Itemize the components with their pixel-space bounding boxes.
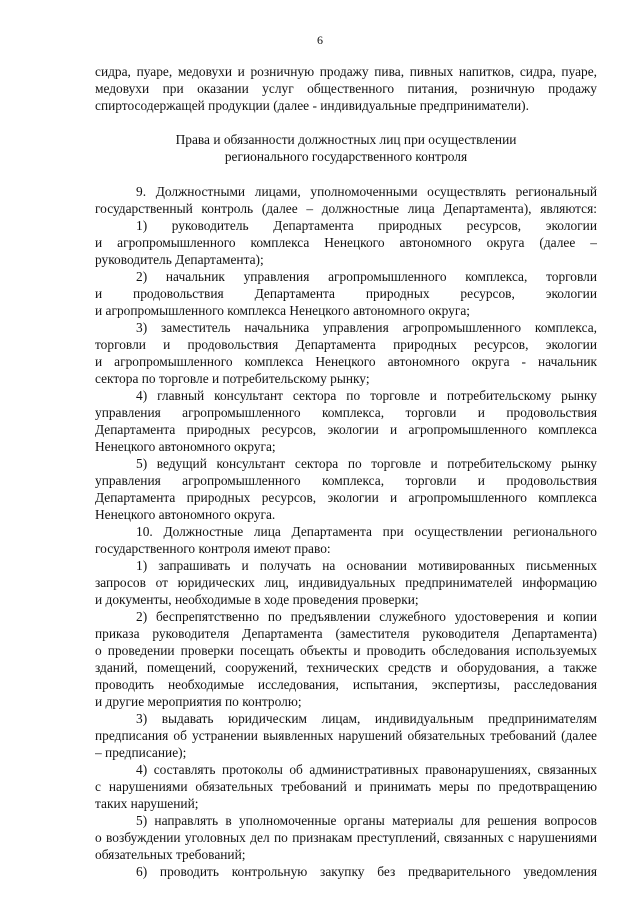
text-line: управления агропромышленного комплекса, торговли и продовольствия bbox=[95, 473, 597, 488]
text-line: 1) запрашивать и получать на основании мотивированных письменных bbox=[136, 558, 597, 573]
text-line: 4) составлять протоколы об административных правонарушениях, связанных bbox=[136, 762, 597, 777]
text-line: 4) главный консультант сектора по торговле и потребительскому рынку bbox=[136, 388, 597, 403]
text-line: и агропромышленного комплекса Ненецкого автономного округа (далее – bbox=[95, 235, 597, 250]
text-line: Ненецкого автономного округа; bbox=[95, 439, 276, 454]
text-line: государственного контроля имеют право: bbox=[95, 541, 331, 556]
text-line: приказа руководителя Департамента (заместителя руководителя Департамента) bbox=[95, 626, 597, 641]
text-line: запросов от юридических лиц, индивидуальных предпринимателей информацию bbox=[95, 575, 597, 590]
text-line: сидра, пуаре, медовухи и розничную продажу пива, пивных напитков, сидра, пуаре, bbox=[95, 64, 597, 79]
text-line: Департамента природных ресурсов, экологии и агропромышленного комплекса bbox=[95, 490, 597, 505]
text-line: о возбуждении уголовных дел по признакам преступлений, связанных с нарушениями bbox=[95, 830, 597, 845]
text-line: 2) начальник управления агропромышленного комплекса, торговли bbox=[136, 269, 597, 284]
text-line: 10. Должностные лица Департамента при осуществлении регионального bbox=[136, 524, 597, 539]
section-heading: Права и обязанности должностных лиц при осуществлении bbox=[175, 132, 517, 147]
text-line: обязательных требований; bbox=[95, 847, 246, 862]
text-line: с нарушениями обязательных требований и принимать меры по предотвращению bbox=[95, 779, 597, 794]
text-line: и другие мероприятия по контролю; bbox=[95, 694, 302, 709]
text-line: предписания об устранении выявленных нарушений обязательных требований (далее bbox=[95, 728, 597, 743]
text-line: и документы, необходимые в ходе проведения проверки; bbox=[95, 592, 419, 607]
text-line: таких нарушений; bbox=[95, 796, 199, 811]
text-line: руководитель Департамента); bbox=[95, 252, 264, 267]
text-line: спиртосодержащей продукции (далее - индивидуальные предприниматели). bbox=[95, 98, 529, 113]
text-line: зданий, помещений, сооружений, технических средств и оборудования, а также bbox=[95, 660, 597, 675]
text-line: и агропромышленного комплекса Ненецкого автономного округа; bbox=[95, 303, 471, 318]
text-line: Ненецкого автономного округа. bbox=[95, 507, 276, 522]
text-line: 5) направлять в уполномоченные органы материалы для решения вопросов bbox=[136, 813, 597, 828]
text-line: Департамента природных ресурсов, экологии и агропромышленного комплекса bbox=[95, 422, 597, 437]
text-line: медовухи при оказании услуг общественного питания, розничную продажу bbox=[95, 81, 597, 96]
text-line: 3) заместитель начальника управления агропромышленного комплекса, bbox=[136, 320, 597, 335]
text-line: 6) проводить контрольную закупку без предварительного уведомления bbox=[136, 864, 597, 879]
text-line: 5) ведущий консультант сектора по торговле и потребительскому рынку bbox=[136, 456, 597, 471]
text-line: и продовольствия Департамента природных ресурсов, экологии bbox=[95, 286, 597, 301]
text-line: торговли и продовольствия Департамента природных ресурсов, экологии bbox=[95, 337, 597, 352]
text-line: проводить необходимые исследования, испытания, экспертизы, расследования bbox=[95, 677, 597, 692]
text-line: управления агропромышленного комплекса, торговли и продовольствия bbox=[95, 405, 597, 420]
text-line: и агропромышленного комплекса Ненецкого автономного округа - начальник bbox=[95, 354, 597, 369]
text-line: – предписание); bbox=[95, 745, 187, 760]
text-line: государственный контроль (далее – должностные лица Департамента), являются: bbox=[95, 201, 597, 216]
text-line: 2) беспрепятственно по предъявлении служебного удостоверения и копии bbox=[136, 609, 597, 624]
text-line: сектора по торговле и потребительскому рынку; bbox=[95, 371, 370, 386]
text-line: 9. Должностными лицами, уполномоченными осуществлять региональный bbox=[136, 184, 597, 199]
page-number: 6 bbox=[317, 33, 323, 47]
section-heading: регионального государственного контроля bbox=[224, 149, 468, 164]
text-line: 1) руководитель Департамента природных ресурсов, экологии bbox=[136, 218, 597, 233]
text-line: о проведении проверки посещать объекты и проводить обследования используемых bbox=[95, 643, 597, 658]
text-line: 3) выдавать юридическим лицам, индивидуальным предпринимателям bbox=[136, 711, 597, 726]
